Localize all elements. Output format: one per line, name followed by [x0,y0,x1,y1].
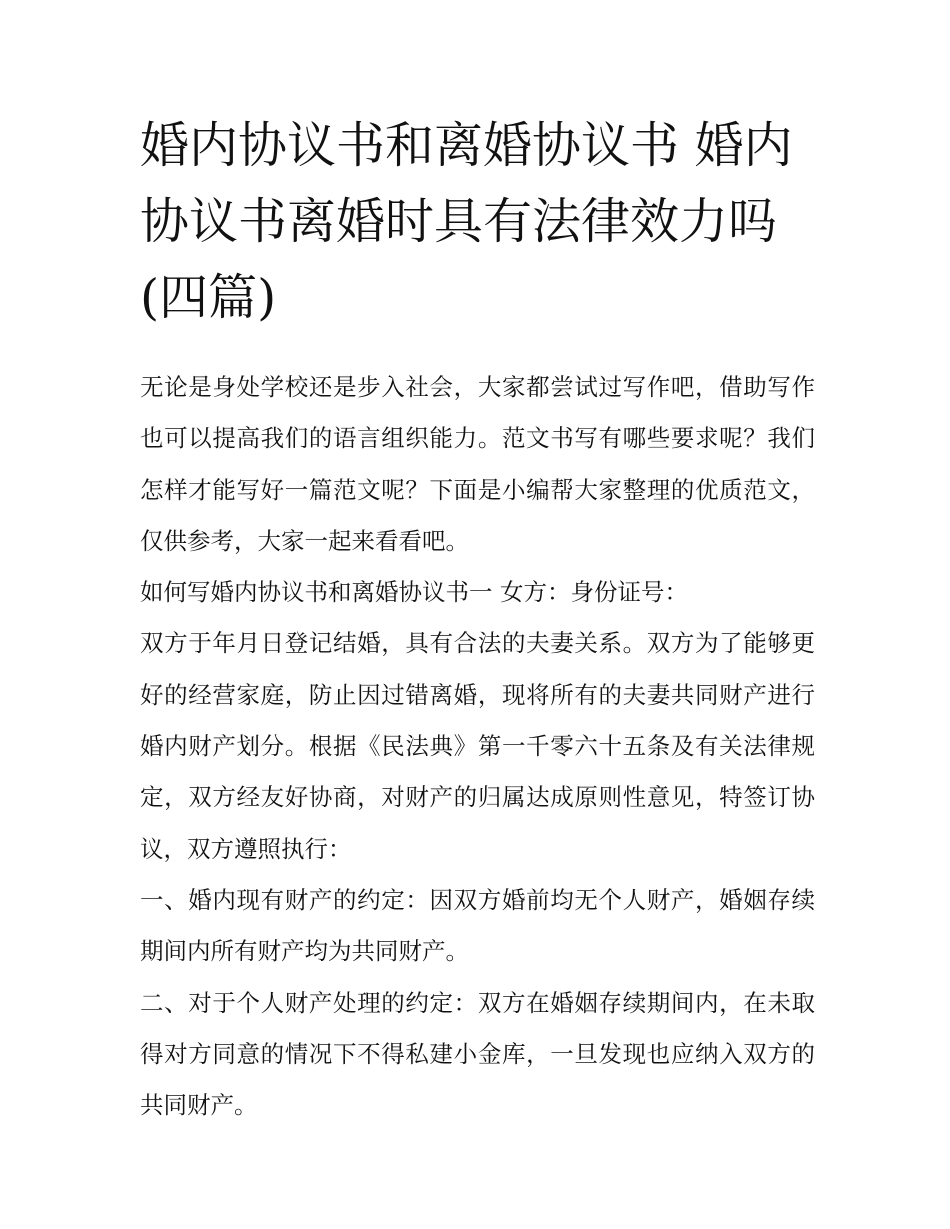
section-heading-paragraph: 如何写婚内协议书和离婚协议书一 女方：身份证号： [140,578,688,607]
title-line-3: (四篇) [140,269,277,326]
title-line-2: 协议书离婚时具有法律效力吗 [140,193,778,250]
agreement-preamble-paragraph: 双方于年月日登记结婚，具有合法的夫妻关系。双方为了能够更好的经营家庭，防止因过错离婚，现将所有的夫妻共同财产进行婚内财产划分。根据《民法典》第一千零六十五条及有关法律规定，双方经友好协商，对财产的归属达成原则性意见，特签订协议，双方遵照执行： [140,629,815,863]
document-title [140,108,815,336]
intro-paragraph: 无论是身处学校还是步入社会，大家都尝试过写作吧，借助写作也可以提高我们的语言组织能力。范文书写有哪些要求呢？我们怎样才能写好一篇范文呢？下面是小编帮大家整理的优质范文，仅供参考，大家一起来看看吧。 [140,373,815,555]
title-line-1: 婚内协议书和离婚协议书 婚内 [140,117,793,174]
clause-2-paragraph: 二、对于个人财产处理的约定：双方在婚姻存续期间内，在未取得对方同意的情况下不得私建小金库，一旦发现也应纳入双方的共同财产。 [140,988,815,1120]
document-body [140,362,815,1131]
clause-1-paragraph: 一、婚内现有财产的约定：因双方婚前均无个人财产，婚姻存续期间内所有财产均为共同财产。 [140,885,815,966]
document-content [140,108,815,1131]
